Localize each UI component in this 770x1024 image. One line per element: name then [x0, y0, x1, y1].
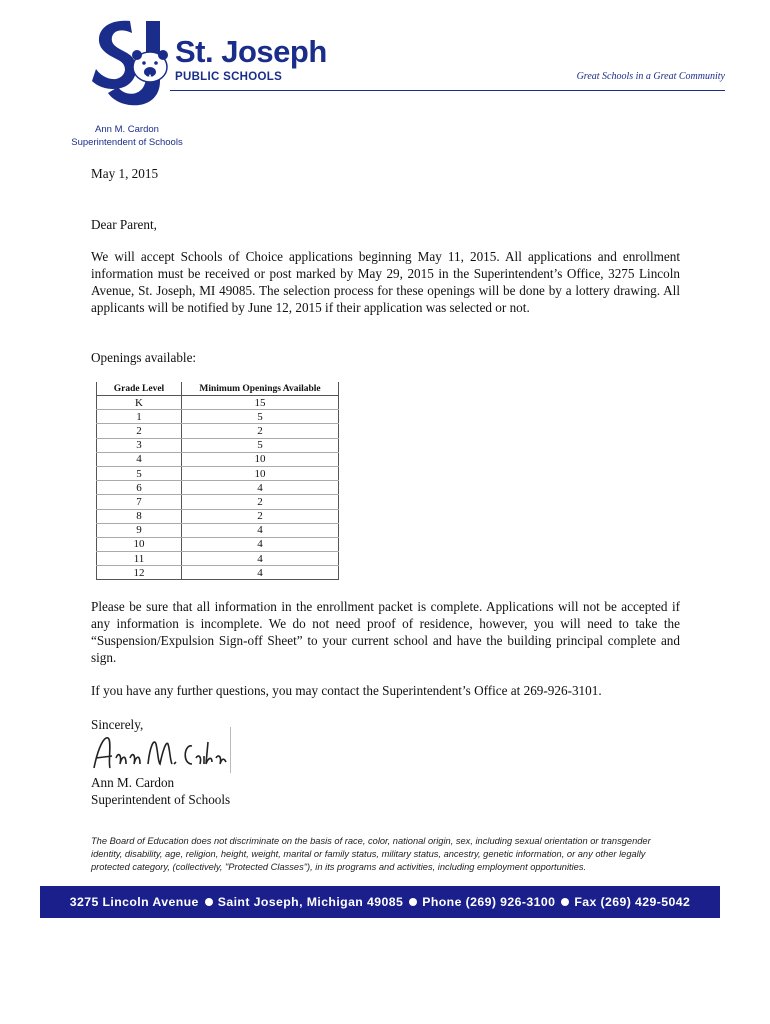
grade-cell: 7 — [97, 495, 182, 509]
openings-cell: 5 — [182, 410, 339, 424]
letter-paragraph-1: We will accept Schools of Choice applications beginning May 11, 2015. All applications and enrollment information must be received or post marked by May 29, 2015 in the Superintendent’s Office, 3275 Lincoln Avenue, St. Joseph, MI 49085. The selection process for these openings will be done by a lottery drawing. All applicants will be notified by June 12, 2015 if their application was selected or not. — [91, 249, 680, 315]
superintendent-block — [68, 123, 186, 149]
footer-city: Saint Joseph, Michigan 49085 — [217, 895, 404, 909]
openings-header: Minimum Openings Available — [182, 382, 339, 396]
table-row — [97, 396, 339, 410]
table-row — [97, 495, 339, 509]
letter-paragraph-3: If you have any further questions, you may contact the Superintendent’s Office at 269-926-3101. — [91, 683, 602, 698]
table-row — [97, 523, 339, 537]
grade-cell: 8 — [97, 509, 182, 523]
letter-salutation: Dear Parent, — [91, 217, 157, 232]
grade-cell: 4 — [97, 452, 182, 466]
table-header-row — [97, 382, 339, 396]
table-row — [97, 466, 339, 480]
grade-level-header: Grade Level — [97, 382, 182, 396]
footer-address: 3275 Lincoln Avenue — [69, 895, 199, 909]
footer-phone: Phone (269) 926-3100 — [422, 895, 556, 909]
footer-fax: Fax (269) 429-5042 — [574, 895, 691, 909]
district-wordmark — [175, 34, 327, 83]
openings-cell: 4 — [182, 481, 339, 495]
openings-cell: 2 — [182, 509, 339, 523]
openings-cell: 4 — [182, 523, 339, 537]
openings-cell: 5 — [182, 438, 339, 452]
bullet-icon — [205, 898, 213, 906]
grade-cell: 5 — [97, 466, 182, 480]
openings-cell: 10 — [182, 452, 339, 466]
grade-cell: 10 — [97, 537, 182, 551]
signer-name: Ann M. Cardon — [91, 775, 175, 790]
openings-cell: 15 — [182, 396, 339, 410]
table-row — [97, 537, 339, 551]
district-logo — [90, 17, 175, 109]
grade-cell: 6 — [97, 481, 182, 495]
superintendent-name: Ann M. Cardon — [95, 124, 159, 135]
openings-cell: 10 — [182, 466, 339, 480]
bullet-icon — [561, 898, 569, 906]
letter-paragraph-2: Please be sure that all information in the enrollment packet is complete. Applications will not be accepted if any information is incomplete. We do not need proof of residence, however, you will need to take the “Suspension/Expulsion Sign-off Sheet” to your current school and have the building principal complete and sign. — [91, 599, 680, 665]
openings-cell: 4 — [182, 552, 339, 566]
letter-closing: Sincerely, — [91, 717, 144, 732]
table-row — [97, 410, 339, 424]
nondiscrimination-notice: The Board of Education does not discriminate on the basis of race, color, national origin, sex, including sexual orientation or transgender identity, disability, age, religion, height, weight, marital or family status, military status, ancestry, genetic information, or any other legally protected category, (collectively, "Protected Classes"), in its programs and activities, including employment opportunities. — [91, 836, 651, 872]
grade-cell: 9 — [97, 523, 182, 537]
openings-heading: Openings available: — [91, 350, 197, 365]
openings-cell: 4 — [182, 566, 339, 580]
grade-cell: 2 — [97, 424, 182, 438]
table-row — [97, 424, 339, 438]
district-subtitle: PUBLIC SCHOOLS — [175, 71, 283, 83]
grade-cell: K — [97, 396, 182, 410]
bullet-icon — [409, 898, 417, 906]
table-row — [97, 481, 339, 495]
table-row — [97, 438, 339, 452]
openings-table — [96, 382, 339, 580]
openings-cell: 4 — [182, 537, 339, 551]
header-divider — [170, 90, 725, 91]
openings-cell: 2 — [182, 495, 339, 509]
superintendent-title: Superintendent of Schools — [71, 137, 183, 148]
signature-edge — [230, 727, 231, 773]
table-row — [97, 509, 339, 523]
handwritten-signature — [88, 728, 228, 776]
district-name: St. Joseph — [175, 34, 327, 69]
grade-cell: 1 — [97, 410, 182, 424]
grade-cell: 3 — [97, 438, 182, 452]
table-row — [97, 552, 339, 566]
grade-cell: 11 — [97, 552, 182, 566]
footer-contact-bar — [40, 886, 720, 918]
openings-cell: 2 — [182, 424, 339, 438]
table-row — [97, 566, 339, 580]
district-tagline: Great Schools in a Great Community — [576, 71, 725, 82]
letter-date: May 1, 2015 — [91, 166, 159, 181]
table-row — [97, 452, 339, 466]
signer-title: Superintendent of Schools — [91, 792, 231, 807]
grade-cell: 12 — [97, 566, 182, 580]
